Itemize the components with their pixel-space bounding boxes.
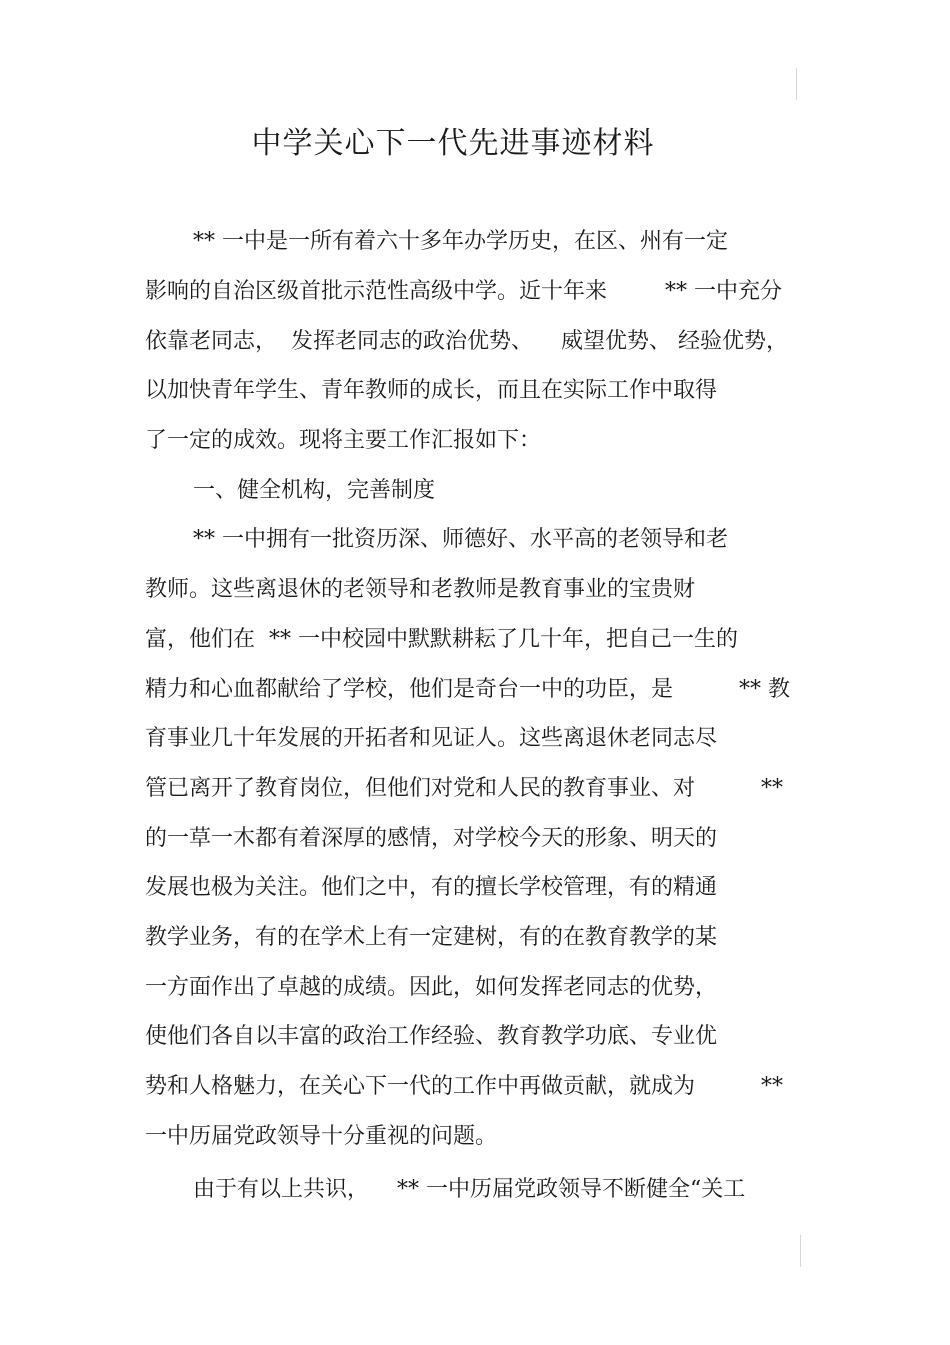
paragraph-line: 富，他们在 ** 一中校园中默默耕耘了几十年，把自己一生的 (145, 627, 738, 652)
paragraph-line: 教师。这些离退休的老领导和老教师是教育事业的宝贵财 (145, 577, 696, 602)
page-edge-mark-bottom (800, 1235, 801, 1267)
paragraph-line: 教学业务，有的在学术上有一定建树，有的在教育教学的某 (145, 925, 718, 950)
paragraph-line: 一中历届党政领导十分重视的问题。 (145, 1124, 498, 1149)
paragraph-line: 育事业几十年发展的开拓者和见证人。这些离退休老同志尽 (145, 726, 718, 751)
paragraph-line: 了一定的成效。现将主要工作汇报如下： (145, 428, 542, 453)
paragraph-line: 使他们各自以丰富的政治工作经验、教育教学功底、专业优 (145, 1024, 718, 1049)
paragraph-line: 以加快青年学生、青年教师的成长，而且在实际工作中取得 (145, 378, 718, 403)
paragraph-line: 依靠老同志， 发挥老同志的政治优势、 威望优势、 经验优势， (145, 329, 788, 354)
page-edge-mark-top (796, 68, 797, 100)
paragraph-line: 影响的自治区级首批示范性高级中学。近十年来 ** 一中充分 (145, 279, 782, 304)
paragraph-line: ** 一中是一所有着六十多年办学历史，在区、州有一定 (193, 229, 728, 254)
document-title: 中学关心下一代先进事迹材料 (251, 126, 655, 161)
paragraph-line: 发展也极为关注。他们之中，有的擅长学校管理，有的精通 (145, 875, 718, 900)
paragraph-line: ** 一中拥有一批资历深、师德好、水平高的老领导和老 (193, 527, 728, 552)
paragraph-line: 的一草一木都有着深厚的感情，对学校今天的形象、明天的 (145, 826, 718, 851)
section-heading: 一、健全机构，完善制度 (193, 478, 436, 503)
paragraph-line: 一方面作出了卓越的成绩。因此，如何发挥老同志的优势， (145, 975, 718, 1000)
paragraph-line: 管已离开了教育岗位，但他们对党和人民的教育事业、对 ** (145, 776, 784, 801)
paragraph-line: 势和人格魅力，在关心下一代的工作中再做贡献，就成为 ** (145, 1074, 784, 1099)
paragraph-line: 精力和心血都献给了学校，他们是奇台一中的功臣，是 ** 教 (145, 677, 790, 702)
paragraph-line: 由于有以上共识， ** 一中历届党政领导不断健全“关工 (193, 1177, 746, 1202)
